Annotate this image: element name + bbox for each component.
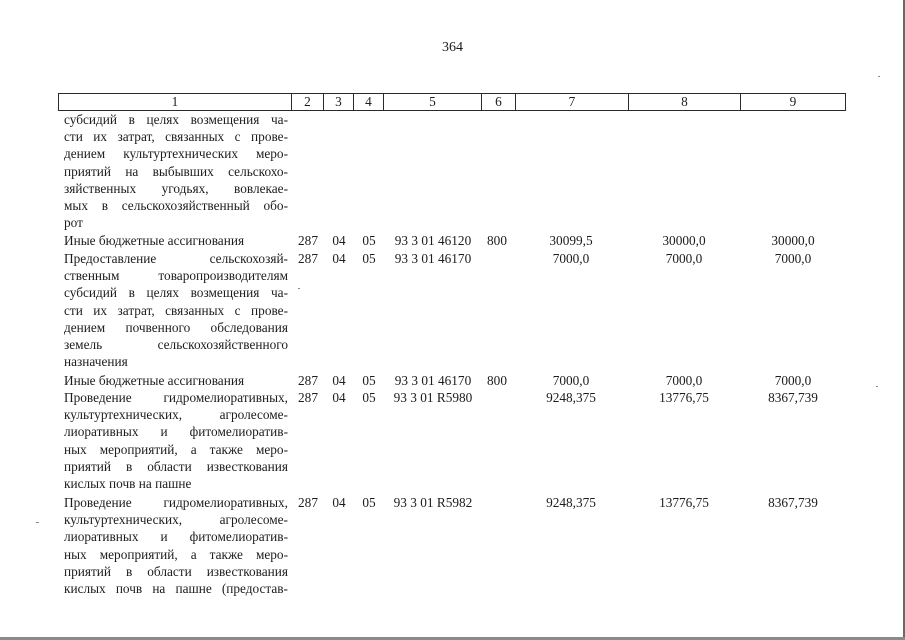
cell-admin-code: 287 (298, 390, 318, 405)
header-cell-8: 8 (628, 94, 740, 110)
description-line: земель сельскохозяйственного (64, 336, 288, 352)
row-description (64, 232, 288, 249)
cell-admin-code: 287 (298, 373, 318, 388)
header-cell-7: 7 (515, 94, 628, 110)
scan-speck (876, 386, 878, 387)
cell-amount-col8: 7000,0 (665, 251, 703, 266)
cell-target-item: 93 3 01 R5980 (393, 390, 473, 405)
description-line: назначения (64, 354, 128, 370)
cell-admin-code: 287 (298, 233, 318, 248)
header-cell-4: 4 (353, 94, 383, 110)
description-line: Иные бюджетные ассигнования (64, 373, 245, 388)
description-line: культуртехнических, агролесоме- (64, 407, 288, 423)
cell-target-item: 93 3 01 R5982 (393, 495, 473, 510)
page-number: 364 (442, 40, 463, 55)
cell-amount-col8: 13776,75 (659, 390, 709, 405)
cell-section: 04 (332, 390, 346, 405)
cell-admin-code: 287 (298, 495, 318, 510)
cell-subsection: 05 (362, 233, 376, 248)
cell-amount-col8: 30000,0 (662, 233, 706, 248)
header-cell-9: 9 (740, 94, 845, 110)
table-header-row (58, 93, 846, 111)
description-line: приятий в области известкования (64, 563, 288, 579)
cell-amount-col8: 13776,75 (659, 495, 709, 510)
cell-amount-col7: 9248,375 (546, 495, 596, 510)
cell-section: 04 (332, 251, 346, 266)
description-line: Предоставление сельскохозяй- (64, 251, 288, 266)
cell-subsection: 05 (362, 495, 376, 510)
description-line: кислых почв на пашне (64, 475, 192, 491)
cell-subsection: 05 (362, 390, 376, 405)
cell-amount-col8: 7000,0 (665, 373, 703, 388)
description-line: сти их затрат, связанных с прове- (64, 129, 288, 145)
cell-section: 04 (332, 373, 346, 388)
header-cell-6: 6 (481, 94, 515, 110)
cell-amount-col9: 8367,739 (768, 495, 818, 510)
header-cell-3: 3 (323, 94, 353, 110)
row-description (64, 389, 288, 492)
header-cell-2: 2 (291, 94, 323, 110)
row-description (64, 111, 288, 231)
description-line: приятий на выбывших сельскохо- (64, 163, 288, 179)
row-description (64, 250, 288, 370)
cell-admin-code: 287 (298, 251, 318, 266)
description-line: Проведение гидромелиоративных, (64, 495, 288, 510)
description-line: кислых почв на пашне (предостав- (64, 580, 288, 596)
cell-target-item: 93 3 01 46170 (394, 373, 472, 388)
cell-target-item: 93 3 01 46120 (394, 233, 472, 248)
description-line: лиоративных и фитомелиоратив- (64, 529, 288, 545)
description-line: дением почвенного обследования (64, 319, 288, 335)
cell-amount-col7: 9248,375 (546, 390, 596, 405)
cell-amount-col9: 8367,739 (768, 390, 818, 405)
cell-expense-type: 800 (487, 373, 507, 388)
description-line: Проведение гидромелиоративных, (64, 390, 288, 405)
description-line: мых в сельскохозяйственный обо- (64, 197, 288, 213)
header-cell-1: 1 (171, 94, 179, 109)
description-line: ных мероприятий, а также меро- (64, 441, 288, 457)
cell-amount-col7: 30099,5 (549, 233, 593, 248)
cell-subsection: 05 (362, 373, 376, 388)
cell-section: 04 (332, 495, 346, 510)
row-description (64, 372, 288, 389)
cell-amount-col9: 7000,0 (774, 251, 812, 266)
description-line: рот (64, 215, 83, 231)
description-line: субсидий в целях возмещения ча- (64, 112, 288, 127)
description-line: ных мероприятий, а также меро- (64, 546, 288, 562)
description-line: лиоративных и фитомелиоратив- (64, 424, 288, 440)
cell-amount-col7: 7000,0 (552, 373, 590, 388)
row-description (64, 494, 288, 597)
header-cell-5: 5 (383, 94, 481, 110)
description-line: приятий в области известкования (64, 458, 288, 474)
cell-amount-col7: 7000,0 (552, 251, 590, 266)
cell-expense-type: 800 (487, 233, 507, 248)
cell-amount-col9: 7000,0 (774, 373, 812, 388)
scan-speck (878, 76, 880, 77)
cell-subsection: 05 (362, 251, 376, 266)
description-line: Иные бюджетные ассигнования (64, 233, 245, 248)
scan-speck (36, 522, 39, 523)
description-line: культуртехнических, агролесоме- (64, 512, 288, 528)
cell-amount-col9: 30000,0 (771, 233, 815, 248)
description-line: дением культуртехнических меро- (64, 146, 288, 162)
scan-speck (298, 288, 300, 289)
description-line: сти их затрат, связанных с прове- (64, 302, 288, 318)
description-line: зяйственных угодьях, вовлекае- (64, 180, 288, 196)
cell-target-item: 93 3 01 46170 (394, 251, 472, 266)
description-line: субсидий в целях возмещения ча- (64, 285, 288, 301)
cell-section: 04 (332, 233, 346, 248)
description-line: ственным товаропроизводителям (64, 268, 288, 284)
